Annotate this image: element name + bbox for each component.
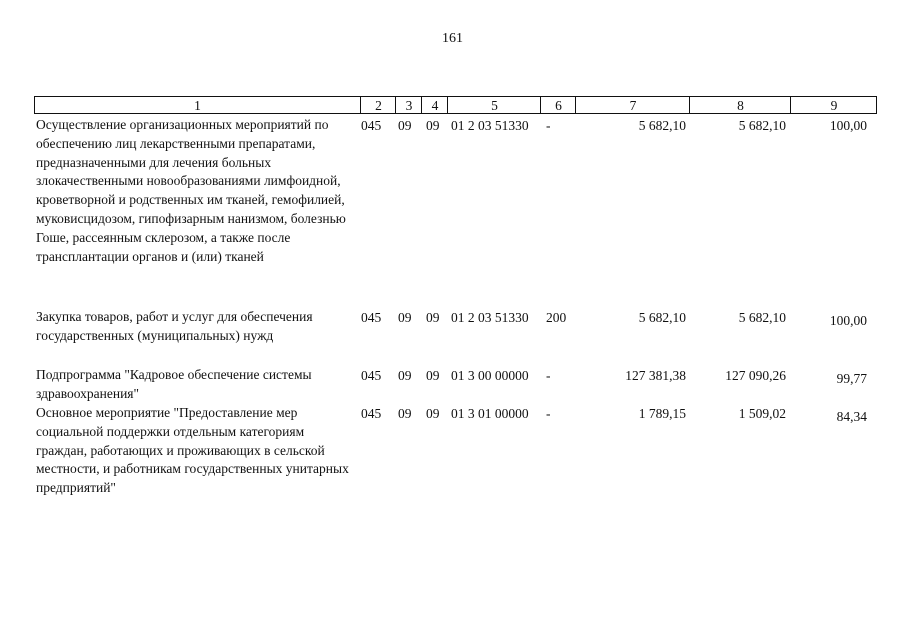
row-description: Закупка товаров, работ и услуг для обеспечения государственных (муниципальных) нужд (36, 309, 313, 343)
row-description: Осуществление организационных мероприятий по обеспечению лиц лекарственными препаратами, предназначенными для лечения больных злокачественными новообразованиями лимфоидной, кроветворной и родственных им тканей, гемофилией, муковисцидозом, гипофизарным нанизмом, болезнью Гоше, рассеянным склерозом, а также после трансплантации органов и (или) тканей (36, 117, 346, 264)
header-col-3: 3 (395, 97, 422, 113)
row-col-7: 127 381,38 (625, 368, 686, 383)
row-col-6: - (546, 368, 551, 383)
row-col-3: 09 (398, 118, 412, 133)
page-number: 161 (442, 31, 463, 46)
row-col-9: 100,00 (829, 118, 867, 133)
header-col-2: 2 (360, 97, 396, 113)
header-col-7: 7 (575, 97, 690, 113)
row-description: Основное мероприятие "Предоставление мер социальной поддержки отдельным категориям граждан, работающих и проживающих в сельской местности, и работникам государственных унитарных предприятий" (36, 405, 349, 496)
row-col-9: 99,77 (836, 371, 867, 386)
row-col-3: 09 (398, 310, 412, 325)
row-col-4: 09 (426, 310, 440, 325)
row-col-2: 045 (361, 368, 382, 383)
header-col-4: 4 (421, 97, 448, 113)
row-col-8: 1 509,02 (738, 406, 786, 421)
row-col-7: 5 682,10 (638, 310, 686, 325)
row-col-5: 01 3 00 00000 (451, 368, 529, 383)
row-col-7: 5 682,10 (638, 118, 686, 133)
row-col-2: 045 (361, 118, 382, 133)
row-col-5: 01 2 03 51330 (451, 310, 529, 325)
row-col-4: 09 (426, 406, 440, 421)
header-col-5: 5 (447, 97, 541, 113)
row-col-5: 01 3 01 00000 (451, 406, 529, 421)
row-col-8: 5 682,10 (738, 310, 786, 325)
row-col-9: 100,00 (829, 313, 867, 328)
header-col-1: 1 (194, 98, 201, 113)
header-col-6: 6 (540, 97, 576, 113)
row-col-9: 84,34 (836, 409, 867, 424)
row-col-6: 200 (546, 310, 567, 325)
row-col-3: 09 (398, 368, 412, 383)
row-col-4: 09 (426, 118, 440, 133)
row-col-3: 09 (398, 406, 412, 421)
row-col-7: 1 789,15 (638, 406, 686, 421)
header-col-9: 9 (790, 97, 877, 113)
row-col-8: 127 090,26 (725, 368, 786, 383)
row-col-6: - (546, 406, 551, 421)
row-col-8: 5 682,10 (738, 118, 786, 133)
table-header (34, 96, 877, 114)
row-col-6: - (546, 118, 551, 133)
row-description: Подпрограмма "Кадровое обеспечение системы здравоохранения" (36, 367, 312, 401)
row-col-2: 045 (361, 406, 382, 421)
row-col-5: 01 2 03 51330 (451, 118, 529, 133)
row-col-4: 09 (426, 368, 440, 383)
header-col-8: 8 (689, 97, 791, 113)
row-col-2: 045 (361, 310, 382, 325)
